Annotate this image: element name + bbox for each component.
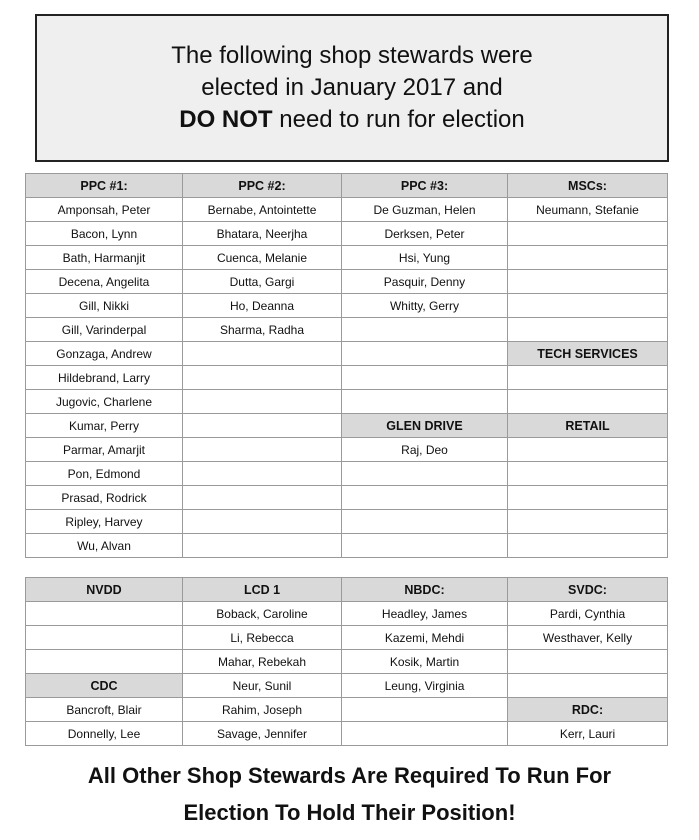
steward-name-cell: Kosik, Martin xyxy=(342,650,508,674)
steward-name-cell: Bacon, Lynn xyxy=(26,222,183,246)
steward-name-cell: Neur, Sunil xyxy=(183,674,342,698)
section-header-cell: GLEN DRIVE xyxy=(342,414,508,438)
empty-cell xyxy=(342,534,508,558)
empty-cell xyxy=(508,318,668,342)
empty-cell xyxy=(508,246,668,270)
steward-name-cell: Westhaver, Kelly xyxy=(508,626,668,650)
section-header-cell: PPC #1: xyxy=(26,174,183,198)
banner-line-2: elected in January 2017 and xyxy=(201,74,503,101)
steward-name-cell: Neumann, Stefanie xyxy=(508,198,668,222)
steward-name-cell: Donnelly, Lee xyxy=(26,722,183,746)
table-row xyxy=(26,366,668,390)
empty-cell xyxy=(508,650,668,674)
footer-line-2: Election To Hold Their Position! xyxy=(183,800,516,825)
steward-name-cell: Prasad, Rodrick xyxy=(26,486,183,510)
empty-cell xyxy=(26,602,183,626)
steward-name-cell: Kazemi, Mehdi xyxy=(342,626,508,650)
empty-cell xyxy=(183,438,342,462)
steward-name-cell: Kumar, Perry xyxy=(26,414,183,438)
announcement-banner xyxy=(35,14,669,162)
steward-name-cell: Raj, Deo xyxy=(342,438,508,462)
steward-name-cell: Gill, Varinderpal xyxy=(26,318,183,342)
empty-cell xyxy=(508,222,668,246)
section-header-cell: NVDD xyxy=(26,578,183,602)
steward-name-cell: Pon, Edmond xyxy=(26,462,183,486)
table-row xyxy=(26,722,668,746)
empty-cell xyxy=(183,534,342,558)
empty-cell xyxy=(183,486,342,510)
table-row xyxy=(26,198,668,222)
section-header-cell: PPC #3: xyxy=(342,174,508,198)
empty-cell xyxy=(342,722,508,746)
steward-name-cell: Gill, Nikki xyxy=(26,294,183,318)
empty-cell xyxy=(342,698,508,722)
empty-cell xyxy=(183,462,342,486)
banner-line-3-rest: need to run for election xyxy=(272,106,525,133)
table-row xyxy=(26,602,668,626)
steward-name-cell: Headley, James xyxy=(342,602,508,626)
table-row xyxy=(26,318,668,342)
section-header-cell: LCD 1 xyxy=(183,578,342,602)
steward-name-cell: Amponsah, Peter xyxy=(26,198,183,222)
steward-name-cell: Kerr, Lauri xyxy=(508,722,668,746)
section-header-cell: RDC: xyxy=(508,698,668,722)
table-row xyxy=(26,246,668,270)
table-row xyxy=(26,390,668,414)
table-row xyxy=(26,462,668,486)
stewards-table-main xyxy=(25,173,668,558)
steward-name-cell: Ripley, Harvey xyxy=(26,510,183,534)
steward-name-cell: Whitty, Gerry xyxy=(342,294,508,318)
section-header-cell: RETAIL xyxy=(508,414,668,438)
empty-cell xyxy=(508,390,668,414)
empty-cell xyxy=(508,438,668,462)
section-header-cell: MSCs: xyxy=(508,174,668,198)
steward-name-cell: Leung, Virginia xyxy=(342,674,508,698)
steward-name-cell: Bath, Harmanjit xyxy=(26,246,183,270)
steward-name-cell: Bancroft, Blair xyxy=(26,698,183,722)
empty-cell xyxy=(342,366,508,390)
empty-cell xyxy=(508,486,668,510)
section-header-cell: PPC #2: xyxy=(183,174,342,198)
steward-name-cell: Hildebrand, Larry xyxy=(26,366,183,390)
empty-cell xyxy=(508,674,668,698)
table-row xyxy=(26,222,668,246)
table-row xyxy=(26,650,668,674)
banner-line-1: The following shop stewards were xyxy=(171,42,533,69)
steward-name-cell: Gonzaga, Andrew xyxy=(26,342,183,366)
table-row xyxy=(26,270,668,294)
steward-name-cell: Parmar, Amarjit xyxy=(26,438,183,462)
empty-cell xyxy=(508,462,668,486)
steward-name-cell: Savage, Jennifer xyxy=(183,722,342,746)
empty-cell xyxy=(342,390,508,414)
table-row xyxy=(26,578,668,602)
table-row xyxy=(26,486,668,510)
empty-cell xyxy=(183,414,342,438)
steward-name-cell: Ho, Deanna xyxy=(183,294,342,318)
table-row xyxy=(26,294,668,318)
section-header-cell: SVDC: xyxy=(508,578,668,602)
steward-name-cell: Bhatara, Neerjha xyxy=(183,222,342,246)
table-row xyxy=(26,626,668,650)
steward-name-cell: De Guzman, Helen xyxy=(342,198,508,222)
empty-cell xyxy=(183,342,342,366)
empty-cell xyxy=(342,318,508,342)
empty-cell xyxy=(508,510,668,534)
empty-cell xyxy=(342,486,508,510)
steward-name-cell: Mahar, Rebekah xyxy=(183,650,342,674)
steward-name-cell: Pardi, Cynthia xyxy=(508,602,668,626)
steward-name-cell: Boback, Caroline xyxy=(183,602,342,626)
steward-name-cell: Bernabe, Antointette xyxy=(183,198,342,222)
table-row xyxy=(26,510,668,534)
banner-emphasis: DO NOT xyxy=(179,106,273,133)
empty-cell xyxy=(342,462,508,486)
table-row xyxy=(26,534,668,558)
steward-name-cell: Hsi, Yung xyxy=(342,246,508,270)
steward-name-cell: Derksen, Peter xyxy=(342,222,508,246)
empty-cell xyxy=(26,650,183,674)
empty-cell xyxy=(26,626,183,650)
table-row xyxy=(26,342,668,366)
empty-cell xyxy=(183,510,342,534)
table-row xyxy=(26,698,668,722)
steward-name-cell: Wu, Alvan xyxy=(26,534,183,558)
banner-line-3 xyxy=(179,104,525,136)
steward-name-cell: Dutta, Gargi xyxy=(183,270,342,294)
stewards-table-districts-body xyxy=(26,578,668,746)
steward-name-cell: Cuenca, Melanie xyxy=(183,246,342,270)
stewards-table-main-body xyxy=(26,174,668,558)
section-header-cell: TECH SERVICES xyxy=(508,342,668,366)
table-row xyxy=(26,174,668,198)
steward-name-cell: Jugovic, Charlene xyxy=(26,390,183,414)
empty-cell xyxy=(508,534,668,558)
table-row xyxy=(26,414,668,438)
section-header-cell: NBDC: xyxy=(342,578,508,602)
section-header-cell: CDC xyxy=(26,674,183,698)
steward-name-cell: Sharma, Radha xyxy=(183,318,342,342)
empty-cell xyxy=(183,390,342,414)
stewards-table-districts xyxy=(25,577,668,746)
empty-cell xyxy=(508,294,668,318)
steward-name-cell: Rahim, Joseph xyxy=(183,698,342,722)
empty-cell xyxy=(508,366,668,390)
empty-cell xyxy=(342,510,508,534)
steward-name-cell: Decena, Angelita xyxy=(26,270,183,294)
table-row xyxy=(26,438,668,462)
table-row xyxy=(26,674,668,698)
empty-cell xyxy=(508,270,668,294)
steward-name-cell: Pasquir, Denny xyxy=(342,270,508,294)
empty-cell xyxy=(183,366,342,390)
empty-cell xyxy=(342,342,508,366)
steward-name-cell: Li, Rebecca xyxy=(183,626,342,650)
footer-line-1: All Other Shop Stewards Are Required To Run For xyxy=(87,763,612,788)
